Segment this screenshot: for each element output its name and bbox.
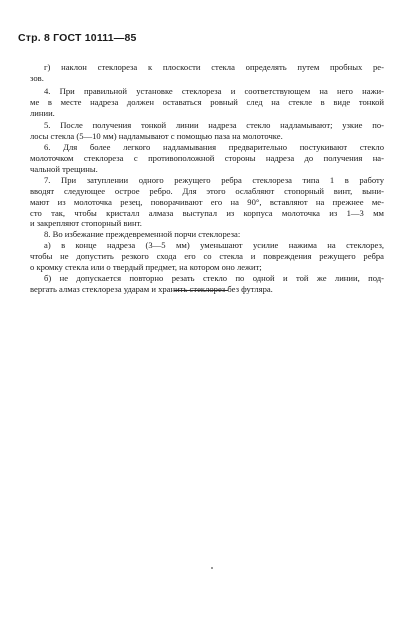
paragraph-4 (30, 86, 384, 119)
text-line: а) в конце надреза (3—5 мм) уменьшают усилие нажима на стеклорез, (44, 240, 384, 251)
text-line: зов. (30, 72, 44, 83)
text-line: 8. Во избежание преждевременной порчи стеклореза: (44, 229, 241, 240)
text-line: чальной трещины. (30, 164, 98, 175)
text-line: чтобы не допустить резкого схода его со стекла и повреждения режущего ребра (30, 251, 384, 262)
text-line: ме в месте надреза должен оставаться ровный след на стекле в виде тонкой (30, 96, 384, 107)
text-line: 6. Для более легкого надламывания предварительно постукивают стекло (44, 142, 384, 153)
text-line: лосы стекла (5—10 мм) надламывают с помощью паза на молоточке. (30, 131, 283, 142)
text-line: вергать алмаз стеклореза ударам и хранить стеклорез без футляра. (30, 283, 273, 294)
text-line: б) не допускается повторно резать стекло по одной и той же линии, под- (44, 272, 384, 283)
text-line: молоточком стеклореза с противоположной стороны надреза до получения на- (30, 153, 384, 164)
text-line: сто так, чтобы кристалл алмаза выступал из корпуса молоточка из 1—3 мм (30, 207, 384, 218)
paragraph-5 (30, 120, 384, 142)
text-line: вводят следующее острое ребро. Для этого ослабляют стопорный винт, выни- (30, 185, 384, 196)
text-line: линии. (30, 107, 55, 118)
section-divider (174, 290, 228, 291)
text-line: мают из молоточка резец, поворачивают его на 90°, вставляют на прежнее ме- (30, 196, 384, 207)
print-speck (211, 567, 213, 569)
text-line: 4. При правильной установке стеклореза и соответствующем на него нажи- (44, 85, 384, 96)
text-line: 7. При затуплении одного режущего ребра стеклореза типа 1 в работу (44, 174, 384, 185)
text-line: и закрепляют стопорный винт. (30, 218, 142, 229)
paragraph-b (30, 273, 384, 295)
paragraph-7 (30, 175, 384, 229)
page-header: Стр. 8 ГОСТ 10111—85 (18, 32, 137, 44)
paragraph-g (30, 62, 384, 84)
paragraph-a (30, 240, 384, 273)
document-body (30, 62, 384, 295)
text-line: о кромку стекла или о твердый предмет, на котором оно лежит; (30, 262, 262, 273)
paragraph-8 (30, 229, 384, 240)
text-line: г) наклон стеклореза к плоскости стекла определять путем пробных ре- (44, 62, 384, 72)
text-line: 5. После получения тонкой линии надреза стекло надламывают; узкие по- (44, 120, 384, 131)
paragraph-6 (30, 142, 384, 175)
